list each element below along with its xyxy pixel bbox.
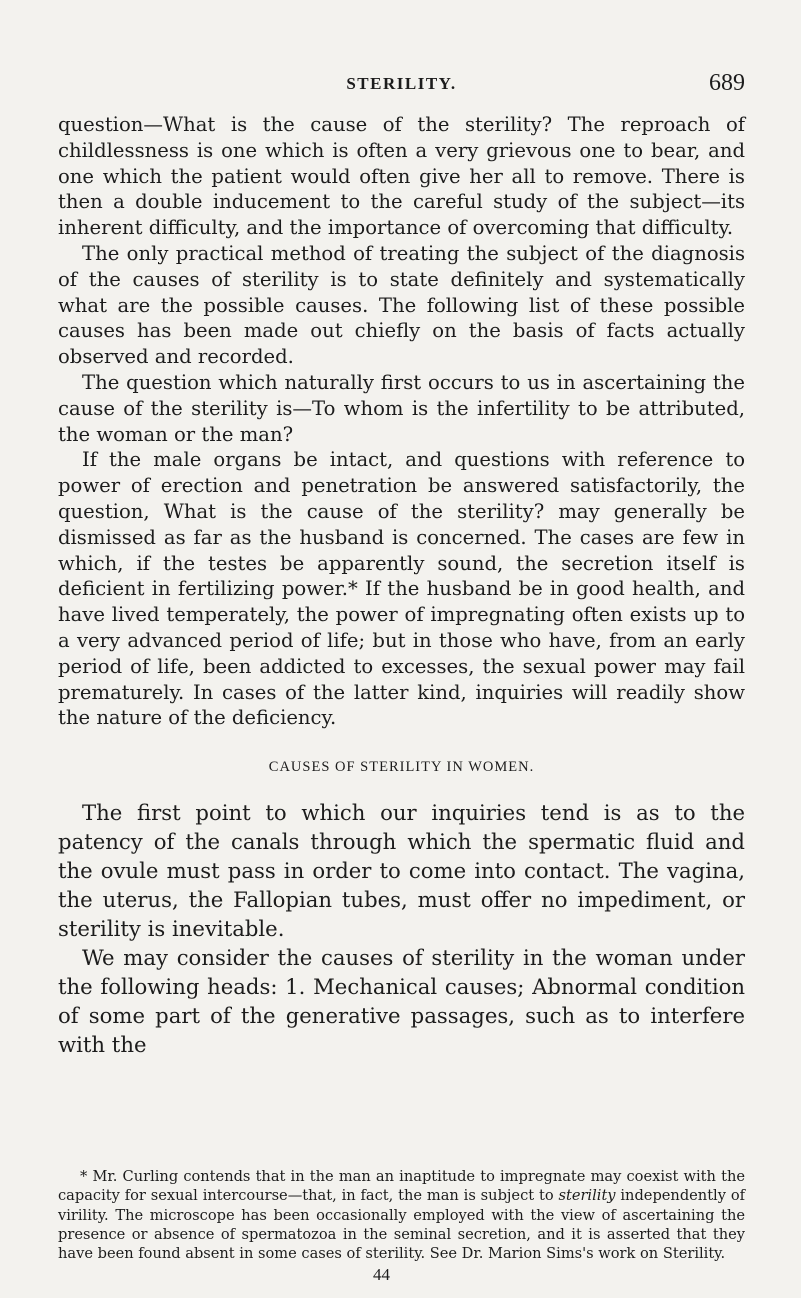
paragraph-4: If the male organs be intact, and questions with reference to power of erection and penetration be answered satisfactorily, the question, What is the cause of the sterility? may generally be dismissed as far as the husband is concerned. The cases are few in which, if the testes be apparently sound, the secretion itself is deficient in fertilizing power.* If the husband be in good health, and have lived temperately, the power of impregnating often exists up to a very advanced period of life; but in those who have, from an early period of life, been addicted to excesses, the sexual power may fail prematurely. In cases of the latter kind, inquiries will readily show the nature of the deficiency. — [58, 448, 745, 730]
footnote-text — [58, 1167, 745, 1263]
footnote-italic: sterility — [558, 1187, 616, 1205]
paragraph-2: The only practical method of treating the subject of the diagnosis of the causes of sterility is to state definitely and systematically what are the possible causes. The following list of these possible causes has been made out chiefly on the basis of facts actually observed and recorded. — [58, 241, 745, 369]
section-paragraph-1: The first point to which our inquiries tend is as to the patency of the canals through which the spermatic fluid and the ovule must pass in order to come into contact. The vagina, the uterus, the Fallopian tubes, must offer no impediment, or sterility is inevitable. — [58, 800, 745, 942]
paragraph-1: question—What is the cause of the sterility? The reproach of childlessness is one which is often a very grievous one to bear, and one which the patient would often give her all to remove. There is then a double inducement to the careful study of the subject—its inherent difficulty, and the importance of overcoming that difficulty. — [58, 113, 745, 240]
section-paragraph-2: We may consider the causes of sterility in the woman under the following heads: 1. Mechanical causes; Abnormal condition of some part of the generative passages, such as to interfere with the — [58, 945, 745, 1058]
paragraph-3: The question which naturally first occurs to us in ascertaining the cause of the sterility is—To whom is the infertility to be attributed, the woman or the man? — [58, 370, 745, 446]
footnote-text-end: independently of virility. The microscope has been occasionally employed with the view of ascertaining the presence or absence of spermatozoa in the seminal secretion, and it is asserted that they have been found absent in some cases of sterility. See Dr. Marion Sims's work on Sterility. — [58, 1187, 746, 1263]
footnote — [58, 1167, 745, 1285]
body-text — [58, 112, 745, 1059]
running-head: STERILITY. — [346, 74, 457, 93]
page-header — [58, 70, 745, 98]
page-number: 689 — [709, 70, 745, 96]
section-heading: CAUSES OF STERILITY IN WOMEN. — [268, 759, 535, 776]
signature-mark: 44 — [373, 1265, 390, 1285]
footnote-text-start: * Mr. Curling contends that in the man an inaptitude to impregnate may coexist with the capacity for sexual intercourse—that, in fact, the man is subject to — [58, 1168, 745, 1205]
